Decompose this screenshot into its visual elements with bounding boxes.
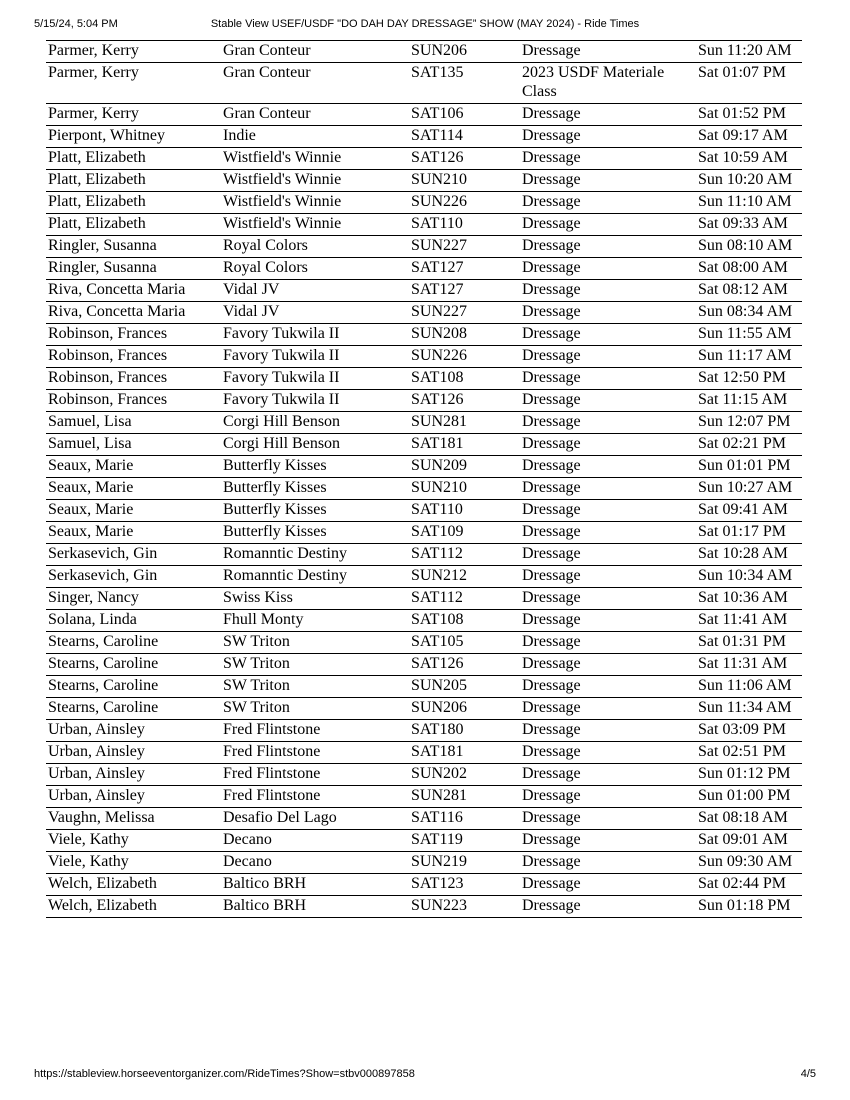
horse-cell: Fred Flintstone: [221, 764, 409, 786]
ride-time-cell: Sun 11:10 AM: [696, 192, 802, 214]
ride-time-cell: Sun 11:17 AM: [696, 346, 802, 368]
class-cell: SAT110: [409, 214, 520, 236]
rider-cell: Seaux, Marie: [46, 522, 221, 544]
table-row: [46, 566, 802, 588]
ride-time-cell: Sun 11:34 AM: [696, 698, 802, 720]
type-cell: Dressage: [520, 654, 696, 676]
table-row: [46, 236, 802, 258]
type-cell: Dressage: [520, 41, 696, 63]
ride-time-cell: Sat 11:31 AM: [696, 654, 802, 676]
rider-cell: Pierpont, Whitney: [46, 126, 221, 148]
ride-time-cell: Sat 09:33 AM: [696, 214, 802, 236]
horse-cell: Vidal JV: [221, 302, 409, 324]
class-cell: SAT109: [409, 522, 520, 544]
ride-time-cell: Sat 10:28 AM: [696, 544, 802, 566]
ride-time-cell: Sat 09:01 AM: [696, 830, 802, 852]
horse-cell: Desafio Del Lago: [221, 808, 409, 830]
type-cell: Dressage: [520, 368, 696, 390]
rider-cell: Platt, Elizabeth: [46, 192, 221, 214]
type-cell: Dressage: [520, 588, 696, 610]
horse-cell: Butterfly Kisses: [221, 522, 409, 544]
table-row: [46, 63, 802, 104]
ride-time-cell: Sat 08:18 AM: [696, 808, 802, 830]
type-cell: Dressage: [520, 258, 696, 280]
rider-cell: Stearns, Caroline: [46, 698, 221, 720]
rider-cell: Urban, Ainsley: [46, 786, 221, 808]
class-cell: SUN227: [409, 302, 520, 324]
table-row: [46, 852, 802, 874]
rider-cell: Urban, Ainsley: [46, 742, 221, 764]
type-cell: Dressage: [520, 852, 696, 874]
rider-cell: Stearns, Caroline: [46, 654, 221, 676]
type-cell: Dressage: [520, 236, 696, 258]
type-cell: Dressage: [520, 434, 696, 456]
rider-cell: Urban, Ainsley: [46, 720, 221, 742]
horse-cell: Fred Flintstone: [221, 742, 409, 764]
class-cell: SAT114: [409, 126, 520, 148]
rider-cell: Parmer, Kerry: [46, 104, 221, 126]
rider-cell: Stearns, Caroline: [46, 632, 221, 654]
class-cell: SAT181: [409, 742, 520, 764]
ride-time-cell: Sun 11:20 AM: [696, 41, 802, 63]
type-cell: Dressage: [520, 302, 696, 324]
type-cell: Dressage: [520, 896, 696, 918]
table-row: [46, 654, 802, 676]
horse-cell: Decano: [221, 852, 409, 874]
horse-cell: Royal Colors: [221, 258, 409, 280]
table-row: [46, 478, 802, 500]
horse-cell: Gran Conteur: [221, 41, 409, 63]
type-cell: Dressage: [520, 610, 696, 632]
rider-cell: Ringler, Susanna: [46, 236, 221, 258]
class-cell: SUN223: [409, 896, 520, 918]
type-cell: Dressage: [520, 500, 696, 522]
ride-time-cell: Sat 02:44 PM: [696, 874, 802, 896]
table-row: [46, 104, 802, 126]
ride-time-cell: Sat 10:59 AM: [696, 148, 802, 170]
ride-time-cell: Sun 01:18 PM: [696, 896, 802, 918]
print-footer: [34, 1068, 816, 1084]
page-number: 4/5: [800, 1068, 816, 1080]
ride-time-cell: Sun 10:20 AM: [696, 170, 802, 192]
table-row: [46, 764, 802, 786]
table-row: [46, 720, 802, 742]
rider-cell: Samuel, Lisa: [46, 412, 221, 434]
horse-cell: Baltico BRH: [221, 896, 409, 918]
ride-time-cell: Sat 11:15 AM: [696, 390, 802, 412]
horse-cell: Wistfield's Winnie: [221, 192, 409, 214]
type-cell: Dressage: [520, 830, 696, 852]
rider-cell: Seaux, Marie: [46, 456, 221, 478]
ride-time-cell: Sun 10:27 AM: [696, 478, 802, 500]
table-row: [46, 148, 802, 170]
class-cell: SUN209: [409, 456, 520, 478]
rider-cell: Platt, Elizabeth: [46, 214, 221, 236]
table-row: [46, 324, 802, 346]
table-row: [46, 500, 802, 522]
ride-time-cell: Sat 08:00 AM: [696, 258, 802, 280]
class-cell: SAT119: [409, 830, 520, 852]
table-row: [46, 170, 802, 192]
class-cell: SAT126: [409, 148, 520, 170]
type-cell: Dressage: [520, 214, 696, 236]
rider-cell: Riva, Concetta Maria: [46, 280, 221, 302]
class-cell: SUN219: [409, 852, 520, 874]
rider-cell: Parmer, Kerry: [46, 63, 221, 104]
class-cell: SAT127: [409, 280, 520, 302]
class-cell: SUN208: [409, 324, 520, 346]
rider-cell: Welch, Elizabeth: [46, 896, 221, 918]
horse-cell: Fhull Monty: [221, 610, 409, 632]
type-cell: Dressage: [520, 764, 696, 786]
rider-cell: Seaux, Marie: [46, 478, 221, 500]
class-cell: SAT123: [409, 874, 520, 896]
table-row: [46, 588, 802, 610]
table-row: [46, 676, 802, 698]
ride-time-cell: Sat 03:09 PM: [696, 720, 802, 742]
horse-cell: Gran Conteur: [221, 104, 409, 126]
print-datetime: 5/15/24, 5:04 PM: [34, 18, 118, 30]
horse-cell: Favory Tukwila II: [221, 368, 409, 390]
class-cell: SUN226: [409, 192, 520, 214]
rider-cell: Singer, Nancy: [46, 588, 221, 610]
horse-cell: Wistfield's Winnie: [221, 170, 409, 192]
ride-time-cell: Sat 09:17 AM: [696, 126, 802, 148]
rider-cell: Robinson, Frances: [46, 368, 221, 390]
ride-times-body: [46, 41, 802, 918]
class-cell: SAT127: [409, 258, 520, 280]
ride-time-cell: Sat 11:41 AM: [696, 610, 802, 632]
type-cell: Dressage: [520, 412, 696, 434]
table-row: [46, 302, 802, 324]
type-cell: Dressage: [520, 632, 696, 654]
rider-cell: Welch, Elizabeth: [46, 874, 221, 896]
horse-cell: Indie: [221, 126, 409, 148]
table-row: [46, 632, 802, 654]
type-cell: 2023 USDF Materiale Class: [520, 63, 696, 104]
table-row: [46, 390, 802, 412]
ride-time-cell: Sun 11:55 AM: [696, 324, 802, 346]
rider-cell: Robinson, Frances: [46, 346, 221, 368]
type-cell: Dressage: [520, 390, 696, 412]
table-row: [46, 456, 802, 478]
type-cell: Dressage: [520, 192, 696, 214]
class-cell: SUN205: [409, 676, 520, 698]
class-cell: SAT116: [409, 808, 520, 830]
horse-cell: Corgi Hill Benson: [221, 412, 409, 434]
horse-cell: Fred Flintstone: [221, 720, 409, 742]
type-cell: Dressage: [520, 126, 696, 148]
table-row: [46, 522, 802, 544]
ride-time-cell: Sun 08:34 AM: [696, 302, 802, 324]
rider-cell: Parmer, Kerry: [46, 41, 221, 63]
ride-time-cell: Sat 01:07 PM: [696, 63, 802, 104]
type-cell: Dressage: [520, 104, 696, 126]
table-row: [46, 126, 802, 148]
rider-cell: Solana, Linda: [46, 610, 221, 632]
rider-cell: Ringler, Susanna: [46, 258, 221, 280]
table-row: [46, 280, 802, 302]
class-cell: SUN210: [409, 170, 520, 192]
rider-cell: Serkasevich, Gin: [46, 544, 221, 566]
horse-cell: Gran Conteur: [221, 63, 409, 104]
ride-time-cell: Sat 01:31 PM: [696, 632, 802, 654]
class-cell: SAT112: [409, 588, 520, 610]
horse-cell: Romanntic Destiny: [221, 566, 409, 588]
class-cell: SAT108: [409, 610, 520, 632]
type-cell: Dressage: [520, 808, 696, 830]
table-row: [46, 41, 802, 63]
type-cell: Dressage: [520, 346, 696, 368]
type-cell: Dressage: [520, 874, 696, 896]
rider-cell: Riva, Concetta Maria: [46, 302, 221, 324]
class-cell: SAT126: [409, 654, 520, 676]
class-cell: SAT112: [409, 544, 520, 566]
table-row: [46, 742, 802, 764]
type-cell: Dressage: [520, 324, 696, 346]
ride-time-cell: Sun 01:12 PM: [696, 764, 802, 786]
table-row: [46, 258, 802, 280]
table-row: [46, 896, 802, 918]
horse-cell: Decano: [221, 830, 409, 852]
table-row: [46, 214, 802, 236]
rider-cell: Robinson, Frances: [46, 390, 221, 412]
horse-cell: Butterfly Kisses: [221, 456, 409, 478]
type-cell: Dressage: [520, 720, 696, 742]
ride-time-cell: Sun 12:07 PM: [696, 412, 802, 434]
ride-times-table: [46, 40, 802, 918]
rider-cell: Platt, Elizabeth: [46, 148, 221, 170]
class-cell: SUN281: [409, 412, 520, 434]
class-cell: SUN206: [409, 41, 520, 63]
table-row: [46, 786, 802, 808]
horse-cell: Fred Flintstone: [221, 786, 409, 808]
ride-time-cell: Sun 08:10 AM: [696, 236, 802, 258]
class-cell: SUN212: [409, 566, 520, 588]
rider-cell: Urban, Ainsley: [46, 764, 221, 786]
class-cell: SAT126: [409, 390, 520, 412]
class-cell: SAT180: [409, 720, 520, 742]
class-cell: SAT108: [409, 368, 520, 390]
table-row: [46, 698, 802, 720]
horse-cell: Wistfield's Winnie: [221, 148, 409, 170]
horse-cell: Swiss Kiss: [221, 588, 409, 610]
rider-cell: Serkasevich, Gin: [46, 566, 221, 588]
table-row: [46, 346, 802, 368]
class-cell: SAT110: [409, 500, 520, 522]
rider-cell: Viele, Kathy: [46, 830, 221, 852]
type-cell: Dressage: [520, 522, 696, 544]
type-cell: Dressage: [520, 280, 696, 302]
class-cell: SUN226: [409, 346, 520, 368]
table-row: [46, 874, 802, 896]
table-row: [46, 610, 802, 632]
rider-cell: Viele, Kathy: [46, 852, 221, 874]
horse-cell: SW Triton: [221, 698, 409, 720]
horse-cell: SW Triton: [221, 676, 409, 698]
ride-time-cell: Sat 10:36 AM: [696, 588, 802, 610]
ride-time-cell: Sat 02:51 PM: [696, 742, 802, 764]
class-cell: SUN210: [409, 478, 520, 500]
type-cell: Dressage: [520, 456, 696, 478]
ride-time-cell: Sat 01:52 PM: [696, 104, 802, 126]
ride-time-cell: Sun 11:06 AM: [696, 676, 802, 698]
type-cell: Dressage: [520, 478, 696, 500]
page-url: https://stableview.horseeventorganizer.com/RideTimes?Show=stbv000897858: [34, 1068, 415, 1080]
horse-cell: Corgi Hill Benson: [221, 434, 409, 456]
table-row: [46, 808, 802, 830]
type-cell: Dressage: [520, 742, 696, 764]
rider-cell: Vaughn, Melissa: [46, 808, 221, 830]
type-cell: Dressage: [520, 148, 696, 170]
table-row: [46, 544, 802, 566]
horse-cell: Vidal JV: [221, 280, 409, 302]
ride-time-cell: Sun 01:00 PM: [696, 786, 802, 808]
rider-cell: Robinson, Frances: [46, 324, 221, 346]
table-row: [46, 192, 802, 214]
table-row: [46, 434, 802, 456]
ride-time-cell: Sat 01:17 PM: [696, 522, 802, 544]
class-cell: SAT106: [409, 104, 520, 126]
ride-time-cell: Sun 10:34 AM: [696, 566, 802, 588]
horse-cell: Favory Tukwila II: [221, 390, 409, 412]
page-title: Stable View USEF/USDF "DO DAH DAY DRESSAGE” SHOW (MAY 2024) - Ride Times: [210, 18, 640, 30]
rider-cell: Platt, Elizabeth: [46, 170, 221, 192]
type-cell: Dressage: [520, 566, 696, 588]
ride-time-cell: Sat 02:21 PM: [696, 434, 802, 456]
horse-cell: SW Triton: [221, 654, 409, 676]
rider-cell: Stearns, Caroline: [46, 676, 221, 698]
type-cell: Dressage: [520, 676, 696, 698]
horse-cell: Butterfly Kisses: [221, 478, 409, 500]
type-cell: Dressage: [520, 698, 696, 720]
ride-time-cell: Sun 09:30 AM: [696, 852, 802, 874]
ride-time-cell: Sat 09:41 AM: [696, 500, 802, 522]
class-cell: SUN281: [409, 786, 520, 808]
ride-time-cell: Sat 12:50 PM: [696, 368, 802, 390]
horse-cell: Baltico BRH: [221, 874, 409, 896]
horse-cell: Favory Tukwila II: [221, 324, 409, 346]
type-cell: Dressage: [520, 170, 696, 192]
print-header: [34, 18, 816, 34]
ride-time-cell: Sat 08:12 AM: [696, 280, 802, 302]
class-cell: SAT135: [409, 63, 520, 104]
horse-cell: Favory Tukwila II: [221, 346, 409, 368]
horse-cell: Royal Colors: [221, 236, 409, 258]
horse-cell: Romanntic Destiny: [221, 544, 409, 566]
horse-cell: Wistfield's Winnie: [221, 214, 409, 236]
rider-cell: Samuel, Lisa: [46, 434, 221, 456]
class-cell: SUN227: [409, 236, 520, 258]
class-cell: SAT105: [409, 632, 520, 654]
rider-cell: Seaux, Marie: [46, 500, 221, 522]
table-row: [46, 830, 802, 852]
class-cell: SUN202: [409, 764, 520, 786]
table-row: [46, 412, 802, 434]
horse-cell: Butterfly Kisses: [221, 500, 409, 522]
class-cell: SAT181: [409, 434, 520, 456]
type-cell: Dressage: [520, 786, 696, 808]
type-cell: Dressage: [520, 544, 696, 566]
ride-time-cell: Sun 01:01 PM: [696, 456, 802, 478]
table-row: [46, 368, 802, 390]
horse-cell: SW Triton: [221, 632, 409, 654]
class-cell: SUN206: [409, 698, 520, 720]
